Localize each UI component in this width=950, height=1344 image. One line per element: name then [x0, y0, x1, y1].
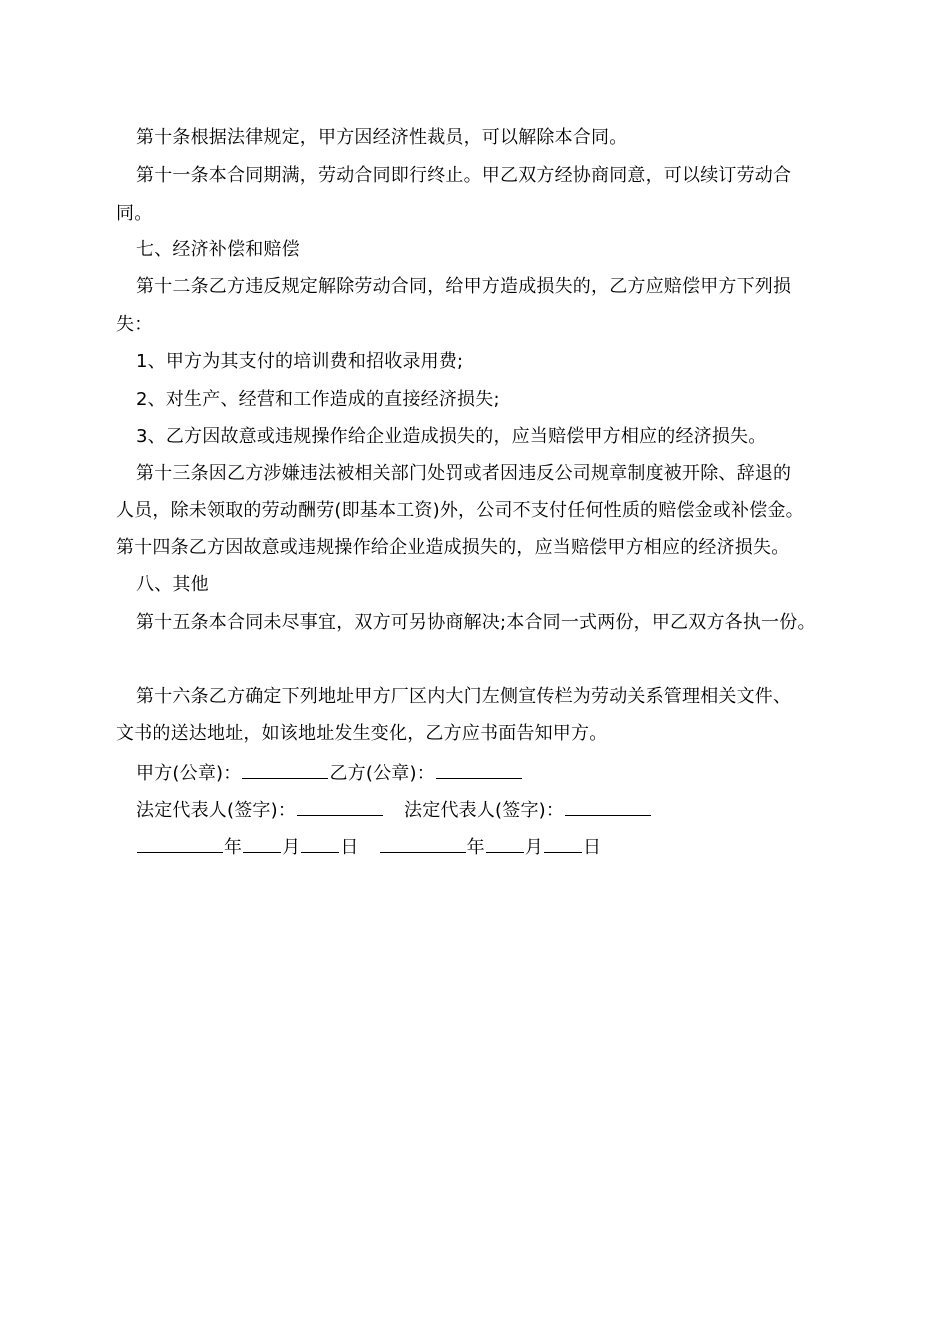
article-14: 第十四条乙方因故意或违规操作给企业造成损失的，应当赔偿甲方相应的经济损失。	[116, 537, 790, 558]
party-a-seal-label: 甲方(公章)：	[136, 763, 242, 784]
article-16-line-2: 文书的送达地址，如该地址发生变化，乙方应书面告知甲方。	[116, 723, 608, 744]
legal-rep-a-blank	[297, 797, 383, 816]
date-a-day-blank	[301, 834, 339, 853]
date-b-year-label: 年	[466, 837, 485, 858]
date-b-month-label: 月	[524, 837, 544, 858]
section-8-heading: 八、其他	[136, 574, 209, 595]
date-a-day-label: 日	[340, 837, 359, 858]
list-item-1: 1、甲方为其支付的培训费和招收录用费;	[136, 351, 464, 372]
article-11-line-2: 同。	[116, 203, 153, 224]
party-a-seal-blank	[242, 760, 328, 779]
legal-rep-b-blank	[565, 797, 651, 816]
article-12-line-2: 失：	[116, 314, 153, 335]
article-15: 第十五条本合同未尽事宜，双方可另协商解决;本合同一式两份，甲乙双方各执一份。	[136, 612, 816, 633]
date-a-year-label: 年	[224, 837, 243, 858]
article-10: 第十条根据法律规定，甲方因经济性裁员，可以解除本合同。	[136, 127, 628, 148]
date-b-month-blank	[486, 834, 524, 853]
article-11-line-1: 第十一条本合同期满，劳动合同即行终止。甲乙双方经协商同意，可以续订劳动合	[136, 165, 792, 186]
article-13-line-2: 人员，除未领取的劳动酬劳(即基本工资)外，公司不支付任何性质的赔偿金或补偿金。	[116, 500, 804, 521]
section-7-heading: 七、经济补偿和赔偿	[136, 239, 300, 260]
legal-rep-a-label: 法定代表人(签字)：	[136, 800, 297, 821]
date-a-month-blank	[243, 834, 281, 853]
seal-row	[136, 760, 876, 787]
party-b-seal-blank	[436, 760, 522, 779]
party-b-seal-label: 乙方(公章)：	[329, 763, 435, 784]
date-row	[136, 834, 876, 861]
article-16-line-1: 第十六条乙方确定下列地址甲方厂区内大门左侧宣传栏为劳动关系管理相关文件、	[136, 686, 792, 707]
date-b-day-label: 日	[583, 837, 602, 858]
article-13-line-1: 第十三条因乙方涉嫌违法被相关部门处罚或者因违反公司规章制度被开除、辞退的	[136, 463, 792, 484]
date-a-month-label: 月	[282, 837, 301, 858]
date-b-day-blank	[544, 834, 582, 853]
legal-rep-row	[136, 797, 876, 824]
legal-rep-b-label: 法定代表人(签字)：	[404, 800, 565, 821]
list-item-3: 3、乙方因故意或违规操作给企业造成损失的，应当赔偿甲方相应的经济损失。	[136, 426, 767, 447]
article-12-line-1: 第十二条乙方违反规定解除劳动合同，给甲方造成损失的，乙方应赔偿甲方下列损	[136, 276, 792, 297]
list-item-2: 2、对生产、经营和工作造成的直接经济损失;	[136, 389, 500, 410]
date-a-year-blank	[137, 834, 223, 853]
date-b-year-blank	[380, 834, 466, 853]
